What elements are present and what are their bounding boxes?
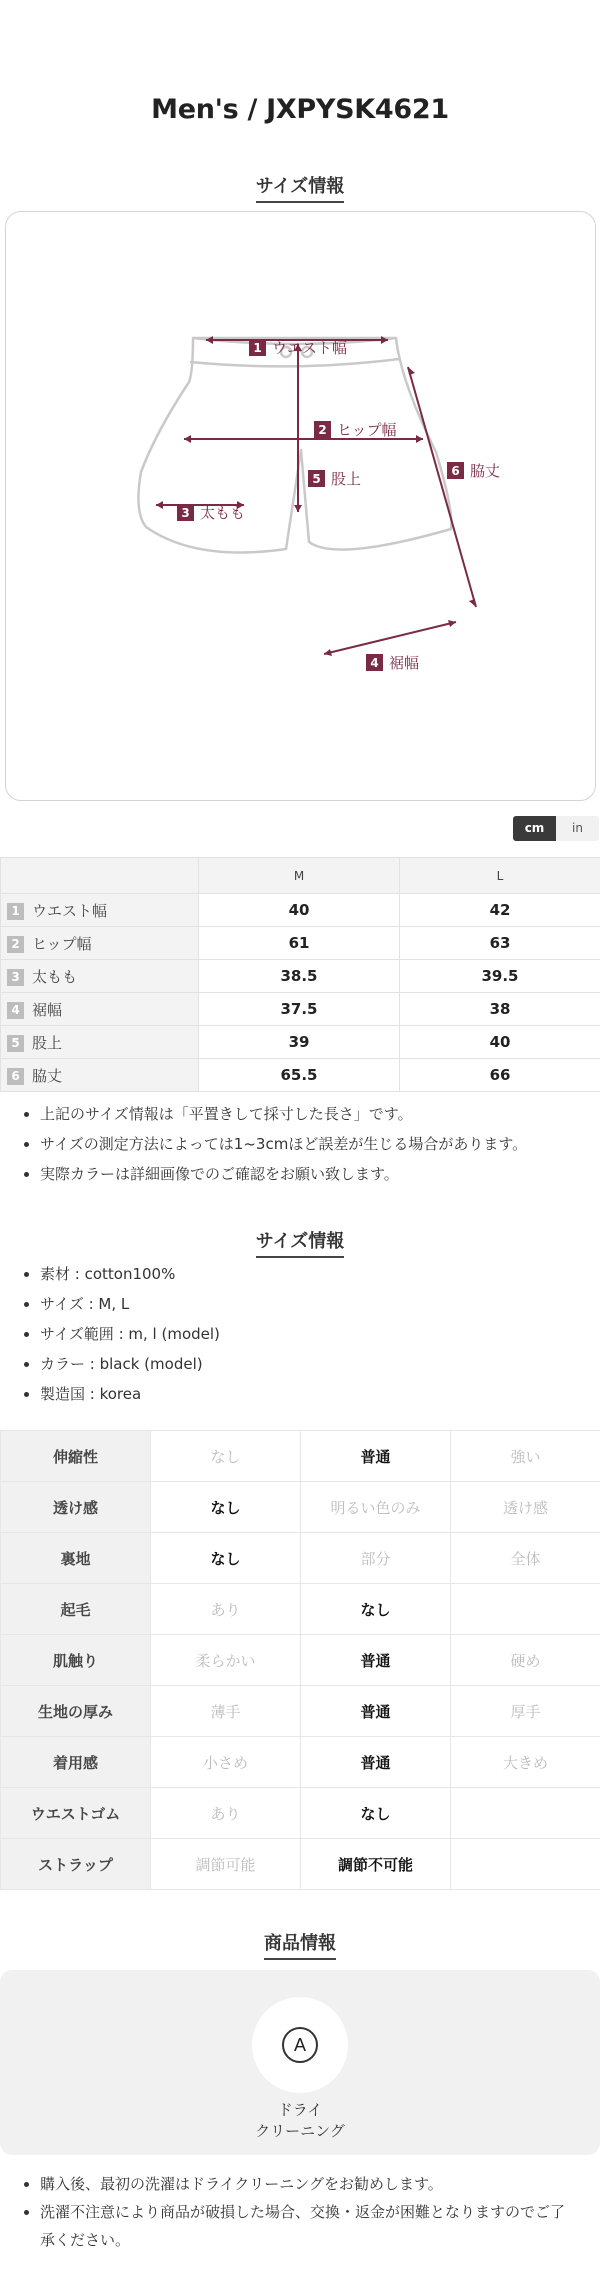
product-info-heading [0,1929,600,1960]
table-row [1,1839,600,1890]
svg-text:5: 5 [312,472,321,486]
list-item: • 製造国 : korea [40,1379,600,1409]
size-cell: 61 [199,927,400,960]
fabric-property-option: あり [151,1584,301,1635]
table-row [1,1788,600,1839]
size-table [0,857,600,1092]
size-diagram [5,211,596,801]
size-cell: 38 [400,993,600,1026]
measurement-lines [156,340,476,654]
fabric-property-option: 強い [451,1431,600,1482]
row-label-hip: 2 ヒップ幅 [1,927,199,960]
fabric-property-label: 裏地 [1,1533,151,1584]
table-row [1,993,600,1026]
fabric-property-option: 普通 [301,1431,451,1482]
size-cell: 40 [199,894,400,927]
size-column-l: L [400,858,600,894]
fabric-property-label: 肌触り [1,1635,151,1686]
list-item: • 購入後、最初の洗濯はドライクリーニングをお勧めします。 [40,2170,576,2198]
size-cell: 39 [199,1026,400,1059]
size-cell: 40 [400,1026,600,1059]
label-hem [366,654,419,672]
svg-text:ウエスト幅: ウエスト幅 [272,339,348,357]
fabric-property-option: なし [151,1482,301,1533]
fabric-properties-table [0,1430,600,1890]
shorts-diagram-svg [6,212,595,800]
svg-text:2: 2 [318,423,327,437]
fabric-property-option: 薄手 [151,1686,301,1737]
fabric-property-label: 透け感 [1,1482,151,1533]
row-label-hem: 4 裾幅 [1,993,199,1026]
unit-toggle[interactable] [513,816,599,841]
fabric-property-label: 伸縮性 [1,1431,151,1482]
list-item: • サイズ範囲 : m, l (model) [40,1319,600,1349]
row-label-outseam: 6 脇丈 [1,1059,199,1092]
dry-clean-icon: A [282,2027,318,2063]
fabric-property-option: あり [151,1788,301,1839]
list-item: • サイズ : M, L [40,1289,600,1319]
size-cell: 42 [400,894,600,927]
unit-in-button[interactable]: in [556,816,599,841]
size-table-header [1,858,600,894]
size-info-heading-2 [0,1227,600,1258]
fabric-property-label: 着用感 [1,1737,151,1788]
care-notes [0,2170,600,2254]
list-item: • 実際カラーは詳細画像でのご確認をお願い致します。 [40,1159,600,1189]
fabric-property-option: 柔らかい [151,1635,301,1686]
svg-text:股上: 股上 [331,470,362,488]
fabric-property-option: 明るい色のみ [301,1482,451,1533]
table-row [1,1635,600,1686]
fabric-property-option: なし [151,1431,301,1482]
svg-text:3: 3 [181,506,190,520]
size-cell: 38.5 [199,960,400,993]
size-info-heading [0,172,600,203]
fabric-property-option: なし [151,1533,301,1584]
svg-text:脇丈: 脇丈 [470,462,501,480]
table-row [1,927,600,960]
table-row [1,894,600,927]
size-cell: 66 [400,1059,600,1092]
fabric-property-option: 大きめ [451,1737,600,1788]
svg-text:1: 1 [253,341,262,355]
fabric-property-option: 普通 [301,1737,451,1788]
product-info-heading-text: 商品情報 [264,1929,336,1960]
size-notes [0,1099,600,1189]
list-item: • 素材 : cotton100% [40,1259,600,1289]
table-row [1,1737,600,1788]
fabric-property-option: 厚手 [451,1686,600,1737]
table-row [1,1686,600,1737]
size-cell: 37.5 [199,993,400,1026]
size-table-corner [1,858,199,894]
size-column-m: M [199,858,400,894]
label-outseam [447,462,500,480]
size-cell: 39.5 [400,960,600,993]
size-cell: 65.5 [199,1059,400,1092]
row-label-thigh: 3 太もも [1,960,199,993]
table-row [1,1533,600,1584]
svg-text:4: 4 [370,656,379,670]
fabric-property-option: 全体 [451,1533,600,1584]
fabric-property-label: 生地の厚み [1,1686,151,1737]
label-thigh [177,504,245,522]
label-rise [308,470,361,488]
product-title: Men's / JXPYSK4621 [151,94,449,125]
list-item: • 洗濯不注意により商品が破損した場合、交換・返金が困難となりますのでご了承ください。 [40,2198,576,2254]
svg-text:裾幅: 裾幅 [389,654,420,672]
svg-text:6: 6 [451,464,460,478]
label-hip [314,421,397,439]
list-item: • 上記のサイズ情報は「平置きして採寸した長さ」です。 [40,1099,600,1129]
size-info-heading-2-text: サイズ情報 [256,1227,345,1258]
table-row [1,1059,600,1092]
care-instructions-box [0,1970,600,2155]
size-cell: 63 [400,927,600,960]
label-waist [249,339,347,357]
care-icon-circle [252,1997,348,2093]
fabric-property-option: なし [301,1584,451,1635]
row-label-waist: 1 ウエスト幅 [1,894,199,927]
product-spec-list [0,1259,600,1409]
svg-text:太もも: 太もも [200,504,246,522]
fabric-property-label: ウエストゴム [1,1788,151,1839]
care-label: ドライ クリーニング [255,2101,345,2140]
fabric-property-option: 普通 [301,1686,451,1737]
size-info-heading-text: サイズ情報 [256,172,345,203]
table-row [1,1026,600,1059]
fabric-property-option: 硬め [451,1635,600,1686]
fabric-property-option: 部分 [301,1533,451,1584]
fabric-property-option: 普通 [301,1635,451,1686]
fabric-property-option [451,1839,600,1890]
table-row [1,1482,600,1533]
fabric-property-option: なし [301,1788,451,1839]
fabric-property-option: 透け感 [451,1482,600,1533]
list-item: • カラー : black (model) [40,1349,600,1379]
fabric-property-option [451,1584,600,1635]
fabric-property-option: 小さめ [151,1737,301,1788]
fabric-property-option: 調節可能 [151,1839,301,1890]
svg-text:ヒップ幅: ヒップ幅 [337,421,397,439]
table-row [1,960,600,993]
arrow-heads [156,336,476,656]
table-row [1,1431,600,1482]
fabric-property-label: ストラップ [1,1839,151,1890]
table-row [1,1584,600,1635]
row-label-rise: 5 股上 [1,1026,199,1059]
unit-cm-button[interactable]: cm [513,816,556,841]
fabric-property-option [451,1788,600,1839]
fabric-property-option: 調節不可能 [301,1839,451,1890]
list-item: • サイズの測定方法によっては1~3cmほど誤差が生じる場合があります。 [40,1129,600,1159]
fabric-property-label: 起毛 [1,1584,151,1635]
